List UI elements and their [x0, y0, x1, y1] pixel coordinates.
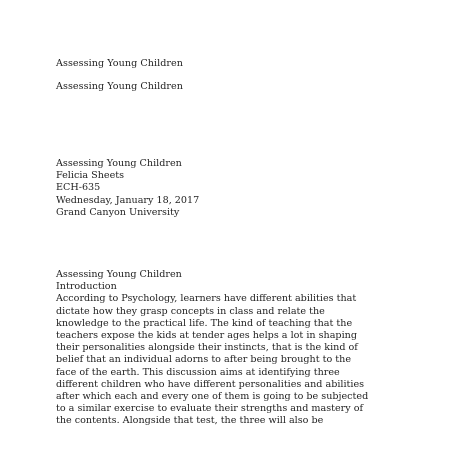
body-text-line: face of the earth. This discussion aims at identifying three — [56, 366, 340, 378]
body-text-line: to a similar exercise to evaluate their strengths and mastery of — [56, 403, 364, 415]
section-heading-introduction: Introduction — [56, 281, 117, 293]
body-section — [56, 269, 368, 428]
body-text-line: According to Psychology, learners have different abilities that — [56, 293, 357, 305]
body-text-line: different children who have different personalities and abilities — [56, 378, 365, 390]
author-name: Felicia Sheets — [56, 170, 125, 182]
body-text-line: the contents. Alongside that test, the three will also be — [56, 415, 324, 427]
body-text-line: dictate how they grasp concepts in class and relate the — [56, 305, 325, 317]
running-head-second: Assessing Young Children — [56, 81, 184, 92]
body-title: Assessing Young Children — [56, 269, 182, 280]
body-text-line: after which each and every one of them is going to be subjected — [56, 391, 369, 403]
body-text-line: their personalities alongside their instincts, that is the kind of — [56, 342, 358, 354]
running-head-first: Assessing Young Children — [56, 58, 184, 69]
body-text-line: belief that an individual adorns to after being brought to the — [56, 354, 351, 366]
body-text-line: teachers expose the kids at tender ages helps a lot in shaping — [56, 330, 357, 342]
title-page-block — [56, 158, 199, 219]
submission-date: Wednesday, January 18, 2017 — [56, 194, 200, 206]
paper-title: Assessing Young Children — [56, 158, 182, 169]
body-text-line: knowledge to the practical life. The kind of teaching that the — [56, 317, 353, 329]
institution-name: Grand Canyon University — [56, 206, 180, 218]
course-code: ECH-635 — [56, 182, 101, 194]
